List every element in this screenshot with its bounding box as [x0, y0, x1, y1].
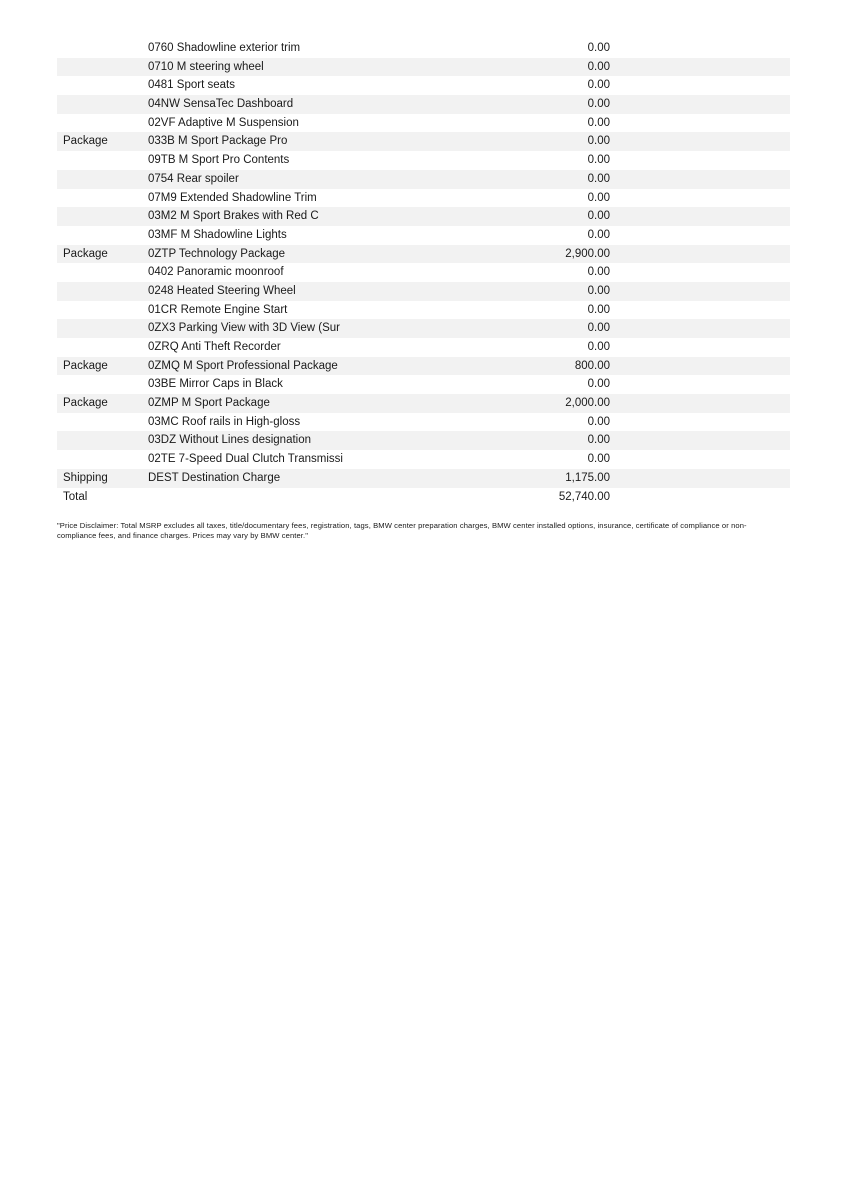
item-cell: 03BE Mirror Caps in Black — [148, 378, 283, 391]
table-row — [57, 375, 790, 394]
category-cell: Package — [63, 397, 108, 410]
category-cell: Total — [63, 490, 88, 503]
price-cell: 1,175.00 — [565, 471, 610, 484]
price-cell: 2,900.00 — [565, 247, 610, 260]
item-cell: 03MF M Shadowline Lights — [148, 228, 287, 241]
price-cell: 0.00 — [587, 434, 610, 447]
item-cell: 04NW SensaTec Dashboard — [148, 98, 294, 111]
price-cell: 0.00 — [587, 303, 610, 316]
table-row — [57, 263, 790, 282]
table-row — [57, 226, 790, 245]
table-row — [57, 207, 790, 226]
price-cell: 0.00 — [587, 341, 610, 353]
item-cell: 02VF Adaptive M Suspension — [148, 116, 299, 129]
item-cell: 0ZMP M Sport Package — [148, 397, 270, 410]
item-cell: 03M2 M Sport Brakes with Red C — [148, 210, 319, 223]
item-cell: 0402 Panoramic moonroof — [148, 266, 284, 279]
price-cell: 0.00 — [587, 116, 610, 129]
item-cell: 01CR Remote Engine Start — [148, 303, 288, 316]
price-cell: 0.00 — [587, 322, 610, 335]
item-cell: 0ZRQ Anti Theft Recorder — [148, 341, 281, 353]
table-row — [57, 357, 790, 376]
table-row — [57, 39, 790, 58]
table-row — [57, 132, 790, 151]
table-row — [57, 245, 790, 264]
item-cell: 0ZMQ M Sport Professional Package — [148, 359, 338, 372]
item-cell: 02TE 7-Speed Dual Clutch Transmissi — [148, 453, 343, 466]
item-cell: DEST Destination Charge — [148, 471, 281, 484]
price-cell: 0.00 — [587, 60, 610, 73]
price-cell: 0.00 — [587, 378, 610, 391]
price-disclaimer-text: "Price Disclaimer: Total MSRP excludes all taxes, title/documentary fees, registration, tags, BMW center preparation charges, BMW center installed options, insurance, certificate of compliance or non-compliance fees, and finance charges. Prices may vary by BMW center." — [57, 521, 747, 540]
item-cell: 0710 M steering wheel — [148, 60, 264, 73]
item-cell: 0248 Heated Steering Wheel — [148, 284, 296, 297]
item-cell: 0760 Shadowline exterior trim — [148, 42, 301, 54]
item-cell: 07M9 Extended Shadowline Trim — [148, 191, 317, 204]
price-cell: 0.00 — [587, 135, 610, 148]
table-row — [57, 301, 790, 320]
price-cell: 0.00 — [587, 154, 610, 167]
table-row — [57, 488, 790, 507]
category-cell: Package — [63, 247, 108, 260]
price-cell: 0.00 — [587, 42, 610, 54]
table-row — [57, 189, 790, 208]
category-cell: Package — [63, 359, 108, 372]
item-cell: 09TB M Sport Pro Contents — [148, 154, 290, 167]
category-cell: Shipping — [63, 471, 108, 484]
price-cell: 2,000.00 — [565, 397, 610, 410]
item-cell: 033B M Sport Package Pro — [148, 135, 288, 148]
price-cell: 0.00 — [587, 284, 610, 297]
table-row — [57, 431, 790, 450]
price-cell: 0.00 — [587, 266, 610, 279]
table-row — [57, 469, 790, 488]
table-row — [57, 413, 790, 432]
price-cell: 0.00 — [587, 453, 610, 466]
table-row — [57, 282, 790, 301]
price-cell: 0.00 — [587, 79, 610, 92]
item-cell: 0ZX3 Parking View with 3D View (Sur — [148, 322, 340, 335]
item-cell: 03MC Roof rails in High-gloss — [148, 415, 301, 428]
table-row — [57, 58, 790, 77]
table-row — [57, 95, 790, 114]
price-cell: 0.00 — [587, 98, 610, 111]
item-cell: 0481 Sport seats — [148, 79, 235, 92]
table-row — [57, 114, 790, 133]
category-cell: Package — [63, 135, 108, 148]
vehicle-options-table — [57, 39, 790, 506]
item-cell: 03DZ Without Lines designation — [148, 434, 312, 447]
price-cell: 0.00 — [587, 172, 610, 185]
table-row — [57, 450, 790, 469]
item-cell: 0ZTP Technology Package — [148, 247, 286, 260]
table-row — [57, 394, 790, 413]
price-cell: 52,740.00 — [558, 490, 610, 503]
table-row — [57, 319, 790, 338]
table-row — [57, 151, 790, 170]
table-row — [57, 76, 790, 95]
price-cell: 0.00 — [587, 228, 610, 241]
table-row — [57, 338, 790, 357]
price-cell: 800.00 — [574, 359, 610, 372]
price-cell: 0.00 — [587, 210, 610, 223]
price-cell: 0.00 — [587, 415, 610, 428]
item-cell: 0754 Rear spoiler — [148, 172, 239, 185]
table-row — [57, 170, 790, 189]
price-cell: 0.00 — [587, 191, 610, 204]
